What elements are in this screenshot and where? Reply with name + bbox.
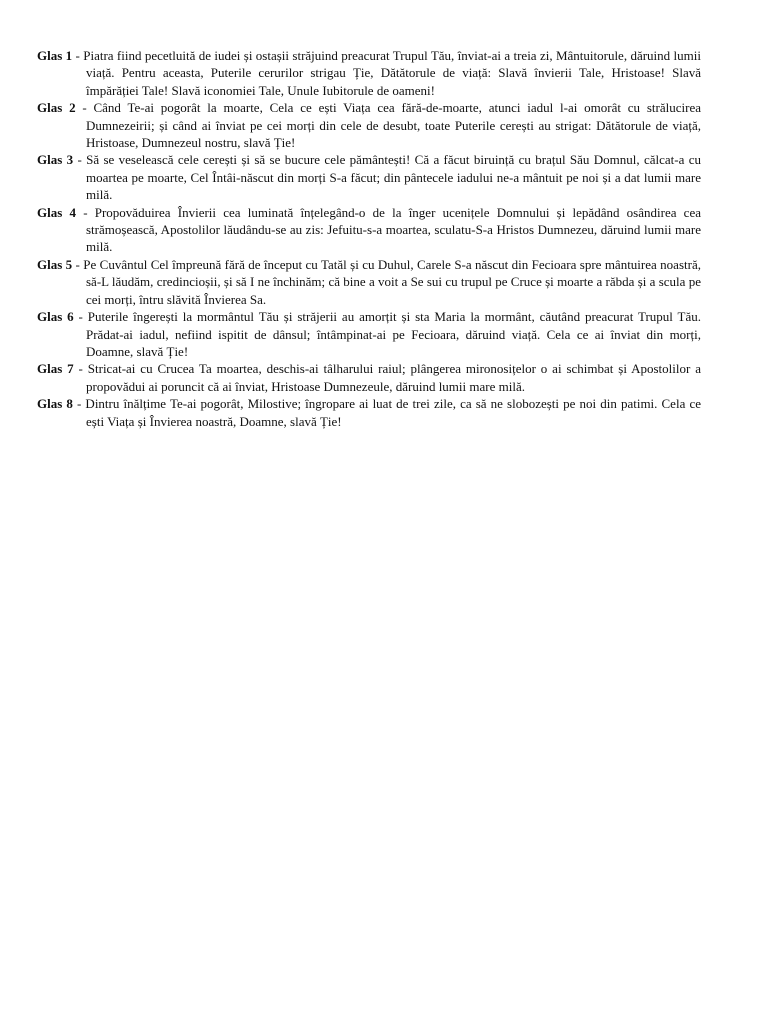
entry-text: - Să se veselească cele cerești și să se bucure cele pământești! Că a făcut biruință cu brațul Său Domnul, călcat-a cu moartea pe moarte, Cel Întâi-născut din morți S-a făcut; din pântecele iadului ne-a mântuit pe noi și a dat lumii mare milă. bbox=[73, 152, 701, 203]
entry-label: Glas 2 bbox=[37, 100, 76, 116]
entry-label: Glas 3 bbox=[37, 152, 74, 168]
entry-text: - Când Te-ai pogorât la moarte, Cela ce ești Viața cea fără-de-moarte, atunci iadul l-ai omorât cu strălucirea Dumnezeirii; și când ai înviat pe cei morți din cele de desubt, toate Puterile cerești au strigat: Dătătorule de viață, Hristoase, Dumnezeul nostru, slavă Ție! bbox=[75, 100, 701, 151]
entry-label: Glas 6 bbox=[37, 309, 74, 325]
entry-label: Glas 4 bbox=[37, 204, 76, 220]
entry-label: Glas 8 bbox=[37, 396, 73, 412]
document-page bbox=[37, 47, 701, 430]
entry-glas-7 bbox=[37, 360, 701, 395]
entry-glas-4 bbox=[37, 204, 701, 256]
entry-text: - Dintru înălțime Te-ai pogorât, Milostive; îngropare ai luat de trei zile, ca să ne slobozești pe noi din patimi. Cela ce ești Viața și Învierea noastră, Doamne, slavă Ție! bbox=[72, 396, 701, 429]
entry-glas-5 bbox=[37, 256, 701, 308]
entry-glas-8 bbox=[37, 395, 701, 430]
entry-glas-6 bbox=[37, 308, 701, 360]
entry-text: - Pe Cuvântul Cel împreună fără de început cu Tatăl și cu Duhul, Carele S-a născut din Fecioara spre mântuirea noastră, să-L lăudăm, credincioșii, și să I ne închinăm; că bine a voit a Se sui cu trupul pe Cruce și moarte a răbda și a scula pe cei morți, întru slăvită Învierea Sa. bbox=[72, 256, 701, 307]
entry-text: - Stricat-ai cu Crucea Ta moartea, deschis-ai tâlharului raiul; plângerea mironosițelor o ai schimbat și Apostolilor a propovădui ai poruncit că ai înviat, Hristoase Dumnezeule, dăruind lumii mare milă. bbox=[73, 361, 701, 394]
entry-glas-3 bbox=[37, 151, 701, 203]
entry-label: Glas 7 bbox=[37, 361, 74, 377]
entry-label: Glas 5 bbox=[37, 256, 73, 272]
entry-text: - Propovăduirea Învierii cea luminată înțelegând-o de la înger ucenițele Domnului și lepădând osândirea cea strămoșească, Apostolilor lăudându-se au zis: Jefuitu-s-a moartea, sculatu-S-a Hristos Dumnezeu, dăruind lumii mare milă. bbox=[76, 204, 701, 255]
entry-text: - Puterile îngerești la mormântul Tău și străjerii au amorțit și sta Maria la mormânt, căutând preacurat Trupul Tău. Prădat-ai iadul, nefiind ispitit de dânsul; întâmpinat-ai pe Fecioara, dăruind viață. Cela ce ai înviat din morți, Doamne, slavă Ție! bbox=[73, 309, 701, 359]
entry-label: Glas 1 bbox=[37, 48, 73, 63]
entry-glas-2 bbox=[37, 99, 701, 151]
entry-text: - Piatra fiind pecetluită de iudei și ostașii străjuind preacurat Trupul Tău, înviat-ai a treia zi, Mântuitorule, dăruind lumii viață. Pentru aceasta, Puterile cerurilor strigau Ție, Dătătorule de viață: Slavă învierii Tale, Hristoase! Slavă împărăției Tale! Slavă iconomiei Tale, Unule Iubitorule de oameni! bbox=[72, 48, 701, 98]
entry-glas-1 bbox=[37, 47, 701, 99]
